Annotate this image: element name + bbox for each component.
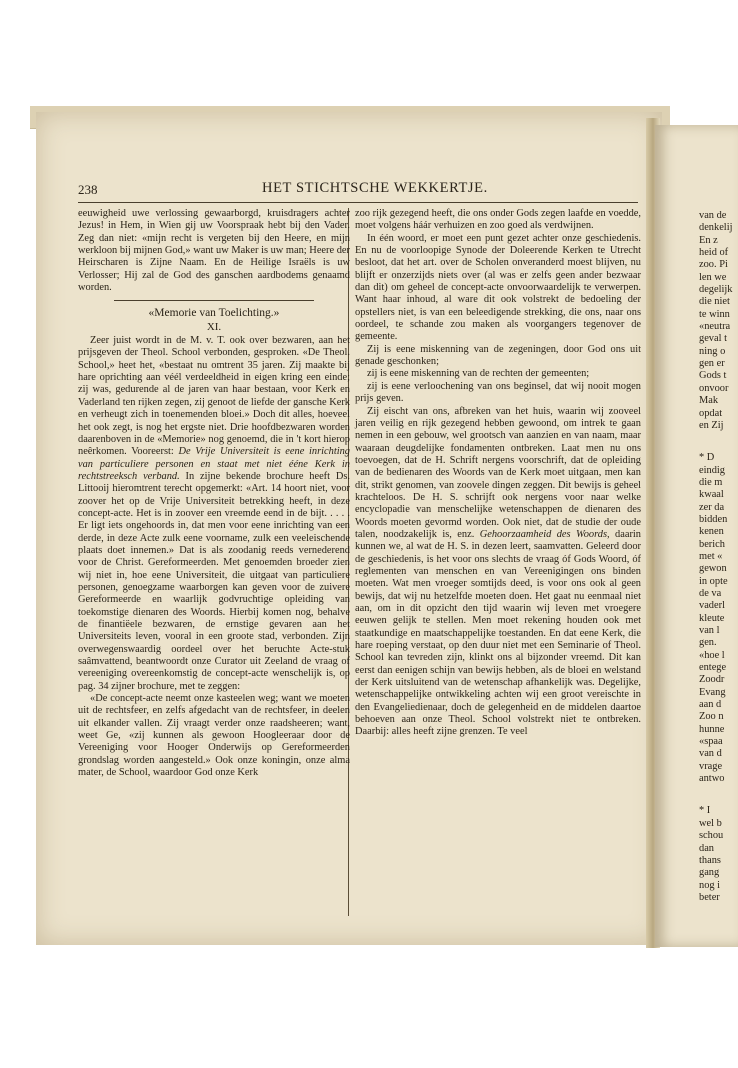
paragraph-gap	[699, 432, 738, 452]
facing-page-line: aan d	[699, 699, 722, 711]
header-rule	[78, 202, 638, 203]
facing-page-line: van de	[699, 210, 727, 221]
facing-page-line: gen.	[699, 637, 717, 649]
facing-page-line: in opte	[699, 575, 728, 587]
running-head: HET STICHTSCHE WEKKERTJE.	[262, 180, 488, 196]
section-rule	[114, 300, 314, 301]
facing-page-line: entege	[699, 662, 727, 674]
facing-page-line: de va	[699, 587, 722, 599]
facing-page-line: kenen	[699, 526, 724, 538]
facing-page-line: zoo. Pi	[699, 259, 728, 271]
facing-page-line: schou	[699, 830, 724, 842]
facing-page-line: nog i	[699, 879, 721, 891]
facing-page-line: «spaa	[699, 736, 723, 748]
paragraph: In één woord, er moet een punt gezet achter onze geschiedenis. En nu de voorloopige Synode der Doleerende Kerken te Utrecht besloot, dat het art. over de Scholen onveranderd moest blijven, nu blijft er onzerzijds niets over (al was er zelfs geen ander bezwaar dan dit) om geheel de concept-acte onvoorwaardelijk te verwerpen. Want haar inhoud, al ware dit ook volstrekt de bedoeling der opstellers niet, is van een beleedigende strekking, die ons, naar ons oordeel, te schande zou maken als voorgangers tegenover de gemeente.	[355, 232, 641, 343]
facing-page-line: die m	[699, 476, 723, 488]
facing-page-line: te winn	[699, 308, 730, 320]
facing-page-line: «hoe l	[699, 649, 725, 661]
facing-page-line: kleute	[699, 612, 725, 624]
facing-page-line: gewon	[699, 563, 727, 575]
facing-page-line: «neutra	[699, 321, 731, 333]
paragraph-text: In zijne bekende brochure heeft Ds. Littooij hieromtrent terecht opgemerkt: «Art. 14 hoort niet, voor zoover het op de Vrije Universiteit betrekking heeft, in deze concept-acte. Het is in zoover een vreemde eend in de bijt. . . . . Er ligt iets ongehoords in, dat men voor eene inrichting van een derde, in deze Acte zulk eene voorname, zulk een veeleischende plaats doet innemen.» Dat is als zoodanig reeds vernederend voor de Christ. Gereformeerden. Met genoemden broeder zien wij niet in, hoe eene Universiteit, die uitgaat van particuliere personen, genoegzame waarborgen kan geven voor de zuivere Gereformeerde en waarlijk godvruchtige opleiding van toekomstige dienaren des Woords. Hierbij komen nog, behalve de finantiëele bezwaren, de ernstige gevaren aan het Universiteits leven, vooral in een groote stad, verbonden. Zijn overwegenswaardig oordeel over het beruchte Acte-stuk saâmvattend, beantwoordt onze Curator uit Zeeland de vraag of vereeniging overeenkomstig de concept-acte wenschelijk is, op pag. 34 zijner brochure, met te zeggen:	[78, 470, 350, 692]
paragraph	[355, 406, 641, 739]
facing-page-line: van l	[699, 625, 720, 636]
facing-page-column	[699, 210, 738, 904]
facing-page-line: met «	[699, 550, 723, 562]
facing-page-line: berich	[699, 538, 725, 550]
paragraph	[78, 335, 350, 693]
paragraph: zij is eene verloochening van ons beginsel, dat wij nooit mogen prijs geven.	[355, 380, 641, 405]
facing-page-line: zer da	[699, 501, 725, 513]
facing-page-line: vrage	[699, 760, 723, 772]
facing-page-line: En z	[699, 234, 718, 246]
facing-page-line: eindig	[699, 464, 725, 476]
page-number: 238	[78, 182, 98, 197]
facing-page-line: geval t	[699, 333, 727, 345]
facing-page-line: van d	[699, 748, 722, 760]
facing-page-line: len we	[699, 271, 727, 283]
facing-page-line: degelijk	[699, 284, 733, 296]
facing-page-line: * D	[699, 452, 715, 464]
facing-page-line: en Zij	[699, 419, 724, 431]
facing-page-line: Evang	[699, 686, 726, 698]
facing-page-line: Mak	[699, 395, 719, 407]
facing-page-line: heid of	[699, 247, 729, 259]
facing-page-line: Zoodr	[699, 674, 725, 686]
facing-page-line: vaderl	[699, 600, 725, 612]
facing-page-line: die niet	[699, 296, 730, 308]
italic-text: Gehoorzaamheid des Woords,	[479, 528, 610, 540]
facing-page-line: kwaal	[699, 489, 724, 501]
facing-page-line: dan	[699, 842, 715, 854]
facing-page-line: Gods t	[699, 370, 727, 382]
facing-page-line: Zoo n	[699, 711, 724, 723]
paragraph-text: Zij eischt van ons, afbreken van het huis, waarin wij zooveel jaren veilig en rijk gezegend hebben gewoond, om intrek te gaan nemen in een gebouw, wel grootsch van aanzien en van naam, maar waaraan deugdelijke fondamenten ontbreken. Laat men nu ons toevoegen, dat de H. Schrift nergens voorschrift, dat de opleiding van de bedienaren des Woords van de Kerk moet uitgaan, men kan dit, strikt genomen, van zoovele dingen zeggen. Dit bewijs is geheel krachteloos. De H. S. schrijft ook nergens voor naar welke encyclopadie van menschelijke wetenschappen de dienaren des Woords moeten gevormd worden. Ook niet, dat de studie der oude talen, noodzakelijk is, enz.	[355, 405, 641, 540]
section-title: «Memorie van Toelichting.»	[148, 307, 280, 320]
facing-page-line: gen er	[699, 358, 725, 370]
facing-page-line: antwo	[699, 773, 725, 785]
paragraph-text: Zeer juist wordt in de M. v. T. ook over bezwaren, aan het prijsgeven der Theol. School verbonden, gesproken. «De Theol. School,» heet het, «bestaat nu omtrent 35 jaren. Zij maakte bij hare oprichting aan véél verdeeldheid in eigen kring een einde; zij was, gedurende al de jaren van haar bestaan, voor Kerk en Vaderland ten rijken zegen, zij genoot de liefde der gansche Kerk en verheugt zich in toenemenden bloei.» Doch dit alles, hoeveel het ook zegt, is nog het ergste niet. Drie hoofdbezwaren worden daarenboven in de «Memorie» nog genoemd, die in 't kort hierop neêrkomen. Vooreerst:	[78, 335, 350, 458]
facing-page-line: gang	[699, 867, 720, 879]
facing-page-line: hunne	[699, 723, 725, 735]
facing-page-line: ning o	[699, 345, 726, 357]
paragraph: zij is eene miskenning van de rechten der gemeenten;	[367, 368, 590, 380]
paragraph: zoo rijk gezegend heeft, die ons onder Gods zegen laafde en voedde, moet volgens háár verhuizen en zoo goed als verdwijnen.	[355, 208, 641, 232]
facing-page-line: wel b	[699, 817, 722, 829]
section-number: XI.	[206, 320, 222, 333]
facing-page-line: beter	[699, 891, 720, 903]
facing-page-line: denkelij	[699, 222, 733, 234]
paragraph-gap	[699, 785, 738, 805]
facing-page-line: thans	[699, 854, 721, 866]
italic-text: De Vrije Universiteit is eene inrichting van particuliere personen en staat met niet ééne Kerk in rechtstreeksch verband.	[78, 446, 350, 482]
facing-page-line: onvoor	[699, 382, 729, 394]
facing-page-line: bidden	[699, 513, 728, 525]
paragraph: Zij is eene miskenning van de zegeningen, door God ons uit genade geschonken;	[355, 343, 641, 368]
facing-page-line: opdat	[699, 407, 723, 419]
right-column	[355, 208, 641, 739]
left-column	[78, 208, 350, 779]
intro-paragraph: eeuwigheid uwe verlossing gewaarborgd, kruisdragers achter Jezus! in Hem, in Wien gij uw Voorspraak hebt bij den Vader. Zeg dan niet: «mijn recht is vergeten bij den Heere, en mijn werkloon bij mijnen God,» want uw Maker is uw man; Heere der Heirscharen is Zijne Naam. En de Heilige Israëls is uw Verlosser; Hij zal de God des ganschen aardbodems genaamd worden.	[78, 208, 350, 294]
paragraph-text: daarin kunnen we, al wat de H. S. in dezen leert, saamvatten. Geleerd door de geschiedenis, is het voor ons slechts de vraag óf Gods Woord, óf reglementen van menschen en van Vereenigingen ons binden moeten. Wat men vroeger somtijds deed, is voor ons ook al geen bewijs, dat wij nu hetzelfde moeten doen. Het gaat nu eenmaal niet aan, om in dit opzicht den tijd waarin wij leven met vroegere eeuwen gelijk te stellen. Men moet rekening houden ook met staatkundige en maatschappelijke toestanden. En dat eene Kerk, die hare roeping verstaat, op den duur niet met een Seminarie of Theol. School kan tevreden zijn, klinkt ons al bijzonder vreemd. Dit kan eerst dan eenigen schijn van bewijs hebben, als de bloei en welstand der Kerk uitsluitend van de wetenschap afhankelijk was. Degelijke, wetenschappelijke ontwikkeling achten wij een groot vereischte in den Evangeliedienaar, doch de gelegenheid en de middelen daartoe behoeven aan onze Theol. School volstrekt niet te ontbreken. Daarbij: alles heeft zijne grenzen. Te veel	[355, 528, 641, 738]
facing-page-line: * I	[699, 805, 711, 817]
paragraph: «De concept-acte neemt onze kasteelen weg; want we moeten uit de rechtsfeer, en zelfs afgedacht van de rechtsfeer, in deelen uit elkander vallen. Zij vraagt verder onze raadsheeren; want, weet Ge, «zij kunnen als gewoon Hoogleeraar door de Vereeniging voor Hooger Onderwijs op Gereformeerden grondslag worden aangesteld.» Ook onze koningin, onze alma mater, de School, waardoor God onze Kerk	[78, 693, 350, 779]
